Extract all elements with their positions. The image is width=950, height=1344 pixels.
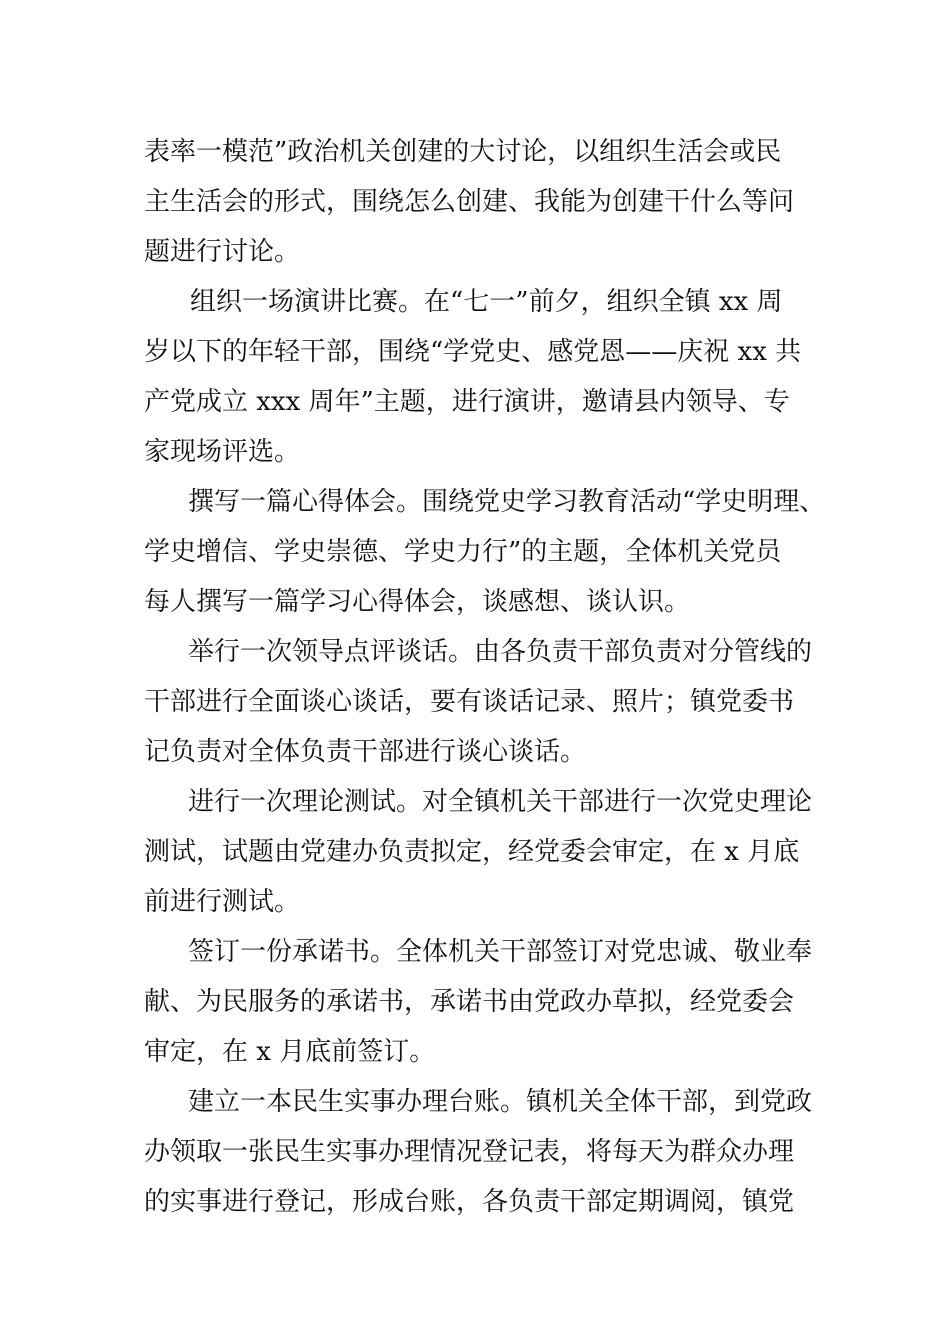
paragraph-5-line-1: 进行一次理论测试。对全镇机关干部进行一次党史理论 bbox=[188, 787, 813, 817]
paragraph-6-line-2: 献、为民服务的承诺书，承诺书由党政办草拟，经党委会 bbox=[144, 987, 795, 1017]
paragraph-5-line-3: 前进行测试。 bbox=[144, 887, 301, 917]
paragraph-2-line-3: 产党成立 xxx 周年”主题，进行演讲，邀请县内领导、专 bbox=[144, 387, 790, 417]
paragraph-2-line-1: 组织一场演讲比赛。在“七一”前夕，组织全镇 xx 周 bbox=[190, 287, 783, 317]
paragraph-4-line-3: 记负责对全体负责干部进行谈心谈话。 bbox=[144, 737, 587, 767]
paragraph-2-line-2: 岁以下的年轻干部，围绕“学党史、感党恩——庆祝 xx 共 bbox=[144, 337, 802, 367]
paragraph-7-line-3: 的实事进行登记，形成台账，各负责干部定期调阅，镇党 bbox=[144, 1187, 795, 1217]
paragraph-4-line-2: 干部进行全面谈心谈话，要有谈话记录、照片；镇党委书 bbox=[144, 687, 795, 717]
paragraph-1-line-3: 题进行讨论。 bbox=[144, 237, 301, 267]
paragraph-4-line-1: 举行一次领导点评谈话。由各负责干部负责对分管线的 bbox=[188, 637, 813, 667]
paragraph-1-line-1: 表率一模范”政治机关创建的大讨论，以组织生活会或民 bbox=[144, 137, 782, 167]
paragraph-1-line-2: 主生活会的形式，围绕怎么创建、我能为创建干什么等问 bbox=[144, 187, 795, 217]
paragraph-6-line-3: 审定，在 x 月底前签订。 bbox=[144, 1037, 436, 1067]
paragraph-2-line-4: 家现场评选。 bbox=[144, 437, 301, 467]
paragraph-7-line-2: 办领取一张民生实事办理情况登记表，将每天为群众办理 bbox=[144, 1137, 795, 1167]
paragraph-3-line-3: 每人撰写一篇学习心得体会，谈感想、谈认识。 bbox=[144, 587, 691, 617]
paragraph-7-line-1: 建立一本民生实事办理台账。镇机关全体干部，到党政 bbox=[188, 1087, 813, 1117]
paragraph-5-line-2: 测试，试题由党建办负责拟定，经党委会审定，在 x 月底 bbox=[144, 837, 800, 867]
paragraph-3-line-2: 学史增信、学史崇德、学史力行”的主题，全体机关党员 bbox=[144, 537, 782, 567]
paragraph-3-line-1: 撰写一篇心得体会。围绕党史学习教育活动“学史明理、 bbox=[188, 487, 826, 517]
paragraph-6-line-1: 签订一份承诺书。全体机关干部签订对党忠诚、敬业奉 bbox=[188, 937, 813, 967]
